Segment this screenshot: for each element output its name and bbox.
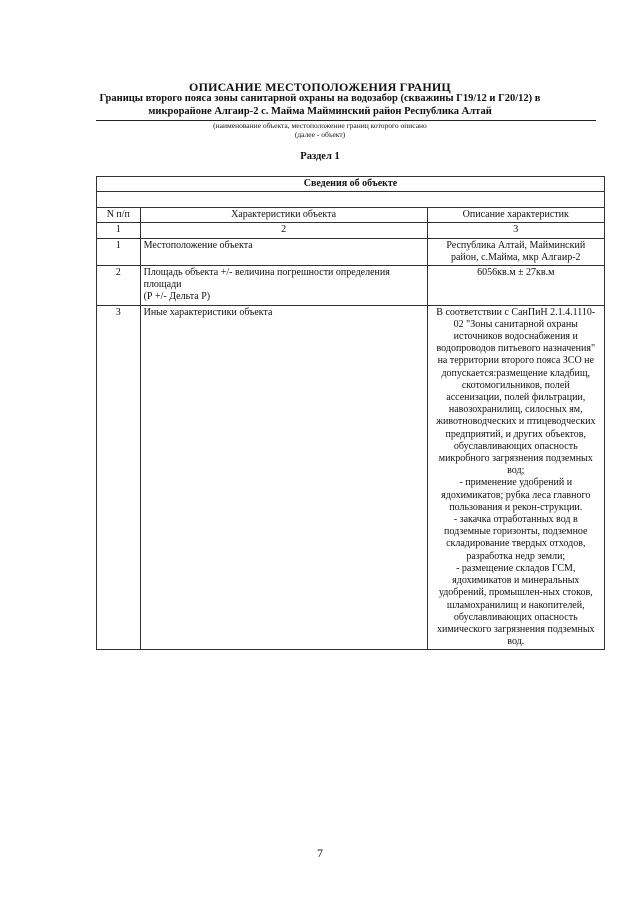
description-line: ядохимикатов и минеральных [452, 575, 580, 587]
document-title: ОПИСАНИЕ МЕСТОПОЛОЖЕНИЯ ГРАНИЦ [189, 80, 451, 94]
column-number-2: 2 [140, 223, 427, 238]
row-characteristic [140, 266, 427, 306]
row-number: 3 [97, 305, 141, 650]
row-characteristic: Иные характеристики объекта [140, 305, 427, 650]
description-line: ядохимикатов; рубка леса главного [441, 489, 591, 501]
description-line: 6056кв.м ± 27кв.м [477, 267, 555, 279]
description-line: скотомогильников, полей [461, 379, 570, 391]
description-line: предприятий, и других объектов, [445, 428, 587, 440]
object-info-table [96, 176, 605, 650]
description-line: микробного загрязнения подземных [438, 453, 593, 465]
description-line: обуславливающих опасность [453, 611, 578, 623]
table-heading: Сведения об объекте [97, 177, 605, 192]
column-header-num: N п/п [97, 208, 141, 223]
description-line: животноводческих и птицеводческих [436, 416, 596, 428]
characteristic-line: Площадь объекта +/- величина погрешности определения [143, 267, 390, 279]
document-subtitle-line2: микрорайоне Алгаир-2 с. Майма Майминский район Республика Алтай [148, 106, 492, 117]
description-line: шламохранилищ и накопителей, [446, 599, 585, 611]
page-number: 7 [317, 846, 323, 860]
table-row [97, 238, 605, 265]
description-line: обуславливающих опасность [453, 440, 578, 452]
description-line: подземные горизонты, подземное [444, 526, 588, 538]
description-line: допускается:размещение кладбищ, [441, 367, 591, 379]
table-column-headers [97, 208, 605, 223]
description-line: 02 "Зоны санитарной охраны [453, 318, 578, 330]
description-line: - применение удобрений и [459, 477, 573, 489]
table-column-numbers [97, 223, 605, 238]
description-line: ассенизации, полей фильтрации, [446, 392, 586, 404]
caption-line2: (далее - объект) [294, 130, 346, 139]
description-line: навозохранилищ, силосных ям, [448, 404, 583, 416]
table-row [97, 266, 605, 306]
caption-line1: (наименование объекта, местоположение границ которого описано [213, 121, 427, 130]
description-line: пользования и рекон-струкции. [449, 501, 583, 513]
description-line: источников водоснабжения и [453, 331, 578, 343]
description-line: вод. [507, 636, 525, 648]
description-line: - закачка отработанных вод в [453, 514, 578, 526]
description-line: - размещение складов ГСМ, [456, 562, 576, 574]
description-line: вод; [507, 465, 525, 477]
description-line: В соответствии с СанПиН 2.1.4.1110- [436, 306, 596, 318]
column-number-1: 1 [97, 223, 141, 238]
row-description [427, 266, 604, 306]
description-line: район, с.Майма, мкр Алгаир-2 [450, 251, 581, 263]
section-title: Раздел 1 [300, 151, 340, 162]
row-number: 2 [97, 266, 141, 306]
description-line: разработка недр земли; [466, 550, 566, 562]
description-line: химического загрязнения подземных [436, 623, 595, 635]
description-line: водопроводов питьевого назначения" [436, 343, 596, 355]
description-line: на территории второго пояса ЗСО не [437, 355, 594, 367]
characteristic-line: площади [143, 279, 182, 291]
table-spacer-row [97, 192, 605, 208]
description-line: удобрений, промышлен-ных стоков, [438, 587, 593, 599]
row-characteristic: Местоположение объекта [140, 238, 427, 265]
description-line: складирование твердых отходов, [446, 538, 586, 550]
column-header-characteristic: Характеристики объекта [140, 208, 427, 223]
row-description [427, 238, 604, 265]
table-row [97, 305, 605, 650]
document-subtitle-line1: Границы второго пояса зоны санитарной охраны на водозабор (скважины Г19/12 и Г20/12) в [99, 93, 541, 104]
row-number: 1 [97, 238, 141, 265]
column-number-3: 3 [427, 223, 604, 238]
description-line: Республика Алтай, Майминский [446, 239, 586, 251]
column-header-description: Описание характеристик [427, 208, 604, 223]
row-description [427, 305, 604, 650]
characteristic-line: (Р +/- Дельта Р) [143, 291, 211, 303]
